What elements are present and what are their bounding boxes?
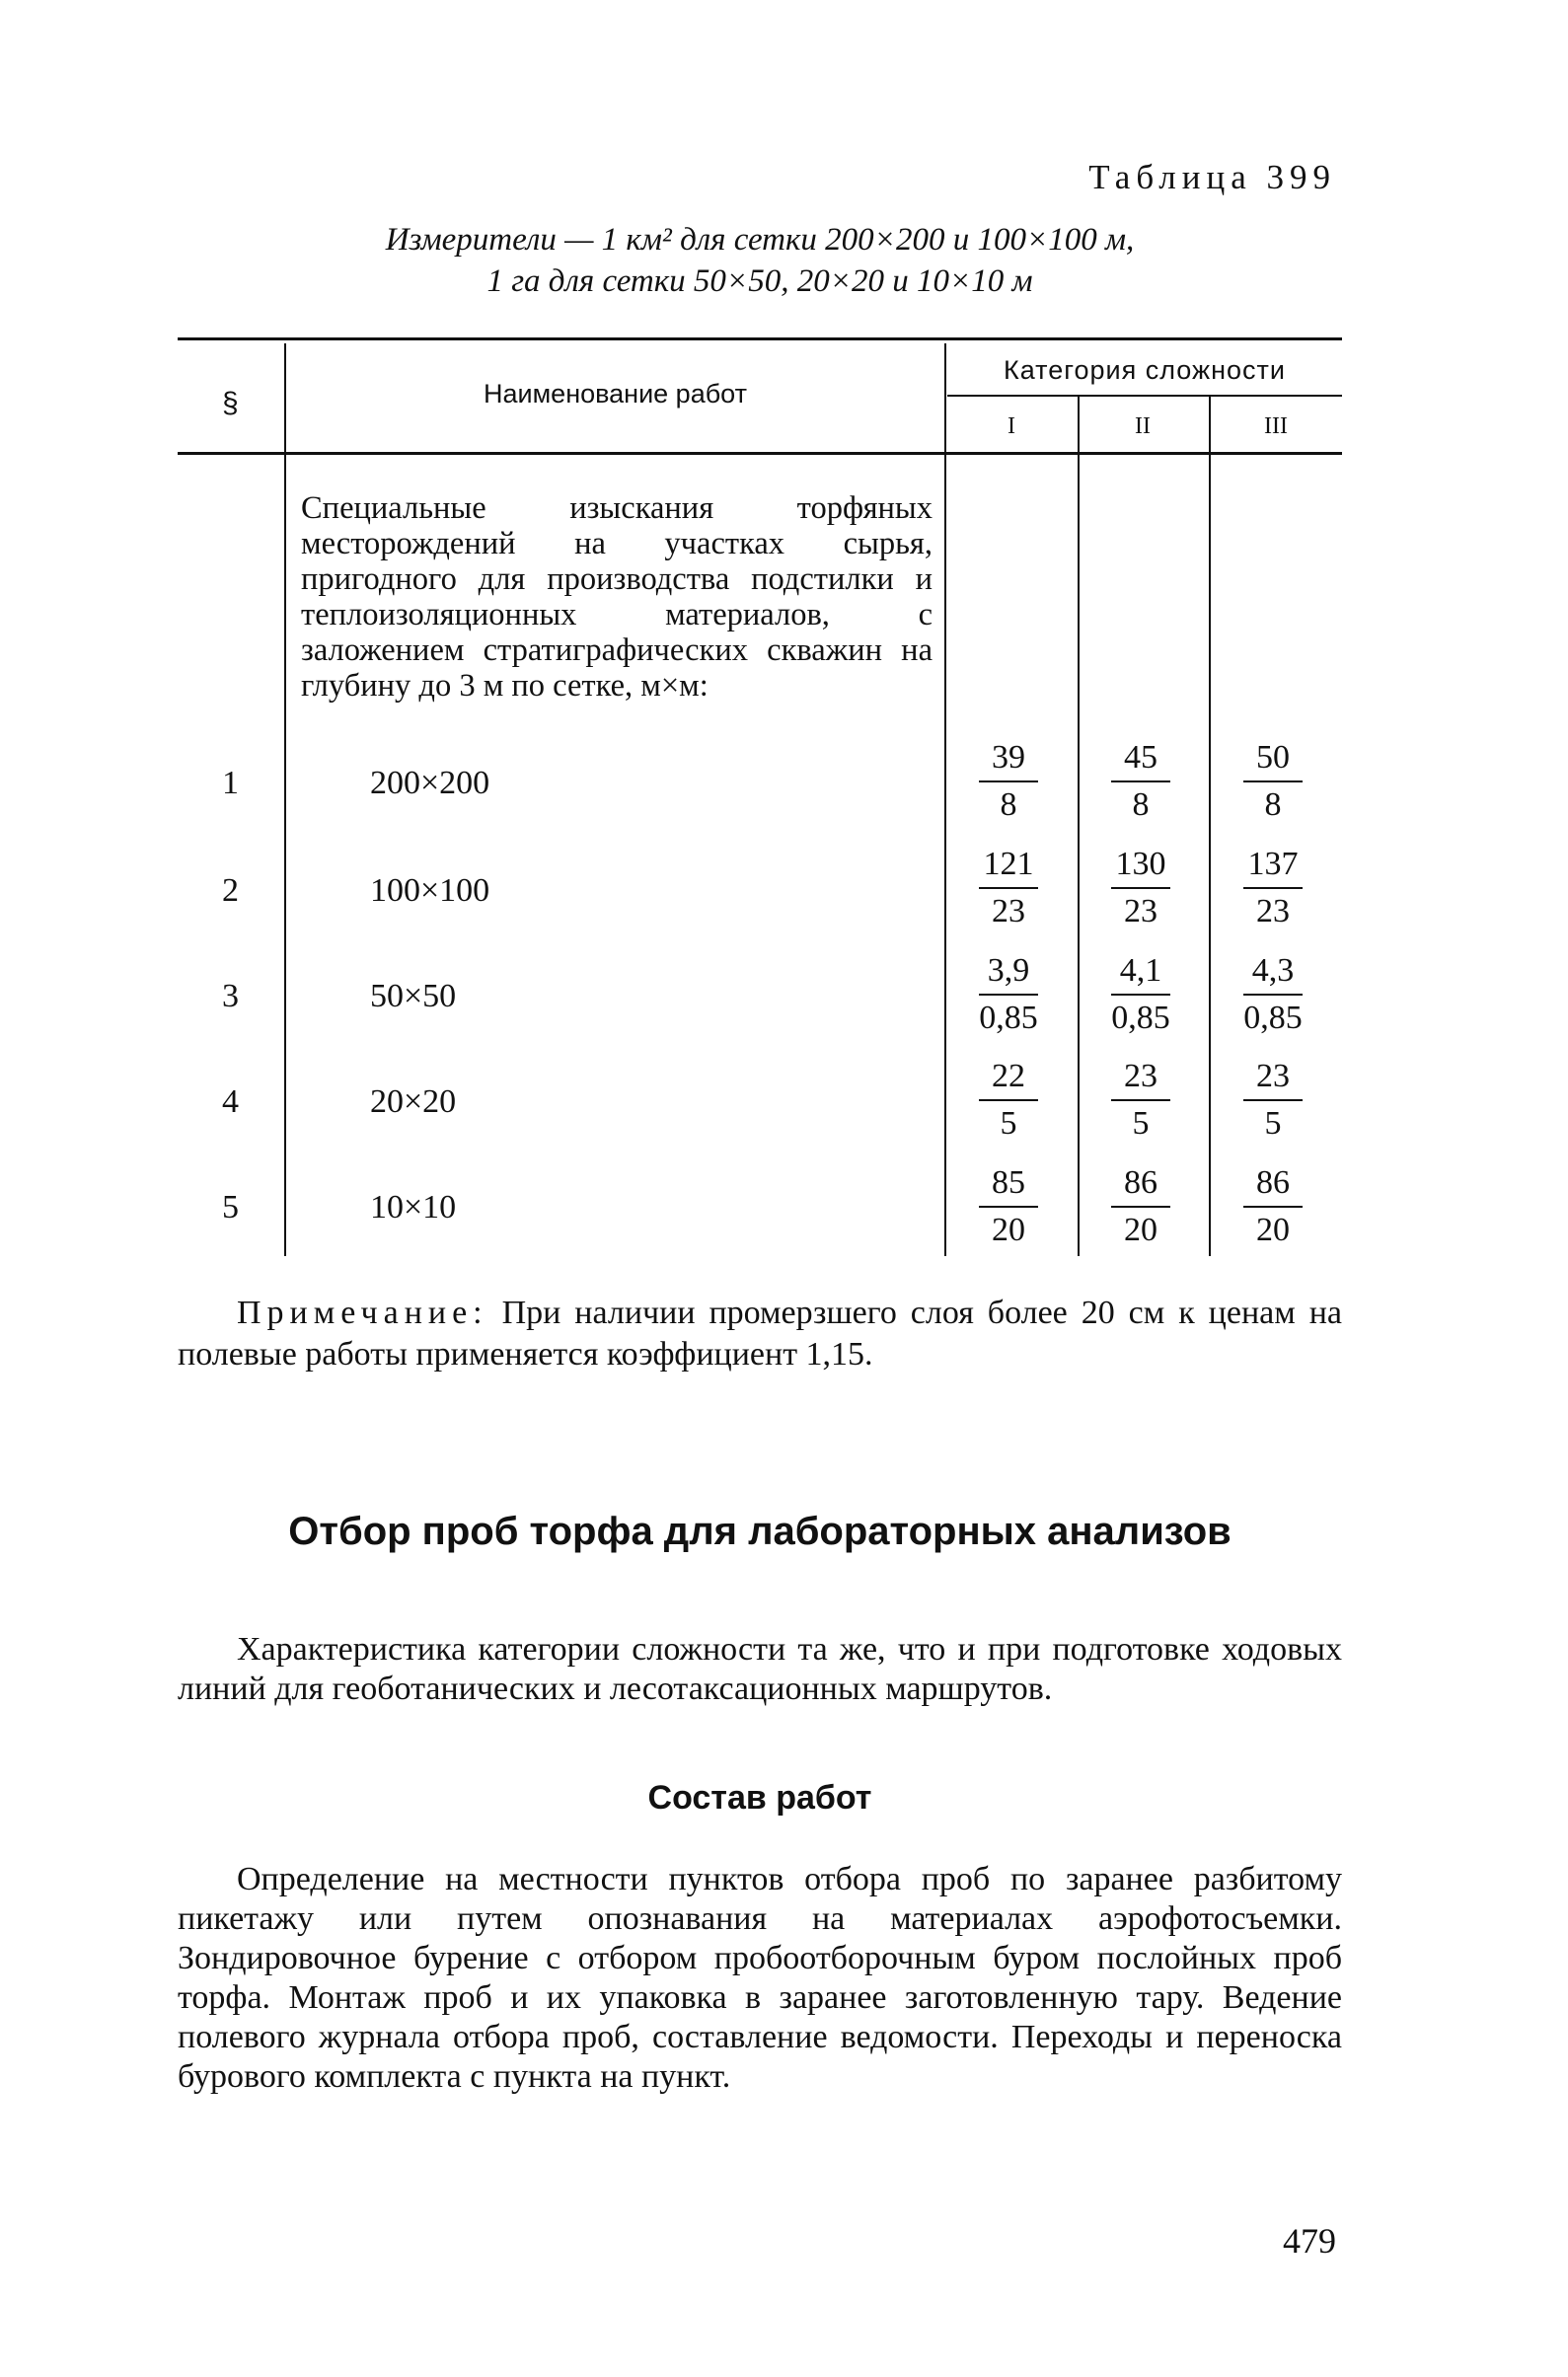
- composition-paragraph: Определение на местности пунктов отбора проб по заранее разбитому пикетажу или путем опознавания на материалах аэрофотосъемки. Зондировочное бурение с отбором пробоотборочным буром послойных проб торфа. Монтаж проб и их упаковка в заранее заготовленную тару. Ведение полевого журнала отбора проб, составление ведомости. Переходы и переноска бурового комплекта с пункта на пункт.: [178, 1861, 1342, 2095]
- col-divider-2: [944, 343, 946, 1256]
- note-label: Примечание:: [237, 1295, 488, 1331]
- row-number: 1: [222, 765, 239, 801]
- value-cat-2: [1082, 1160, 1200, 1253]
- header-category: Категория сложности: [1004, 355, 1286, 385]
- value-top: 45: [1124, 739, 1157, 776]
- value-bottom: 0,85: [1243, 1000, 1303, 1036]
- row-number: 2: [222, 872, 239, 909]
- row-number: 5: [222, 1189, 239, 1226]
- row-grid-size: 50×50: [370, 978, 457, 1014]
- value-bottom: 5: [1132, 1105, 1150, 1142]
- value-top: 3,9: [987, 952, 1030, 989]
- section-title: Отбор проб торфа для лабораторных анализов: [288, 1510, 1232, 1553]
- value-bottom: 23: [1124, 893, 1157, 929]
- value-top: 23: [1124, 1058, 1157, 1094]
- header-cat-1: I: [1008, 413, 1015, 439]
- value-bottom: 23: [1256, 893, 1290, 929]
- value-top: 22: [992, 1058, 1025, 1094]
- value-cat-1: [949, 735, 1068, 828]
- value-cat-3: [1214, 842, 1332, 934]
- value-cat-1: [949, 842, 1068, 934]
- value-cat-1: [949, 1054, 1068, 1147]
- value-bottom: 20: [992, 1212, 1025, 1248]
- value-top: 86: [1124, 1164, 1157, 1201]
- work-description: Специальные изыскания торфяных месторождений на участках сырья, пригодного для производства подстилки и теплоизоляционных материалов, с заложением стратиграфических скважин на глубину до 3 м по сетке, м×м:: [301, 490, 933, 704]
- value-top: 86: [1256, 1164, 1290, 1201]
- value-bottom: 8: [1000, 786, 1017, 823]
- value-bottom: 8: [1264, 786, 1282, 823]
- page-number: 479: [1283, 2221, 1336, 2261]
- value-bottom: 0,85: [1111, 1000, 1170, 1036]
- header-cat-3: III: [1264, 413, 1288, 439]
- value-bottom: 23: [992, 893, 1025, 929]
- value-cat-2: [1082, 948, 1200, 1041]
- value-top: 39: [992, 739, 1025, 776]
- subsection-title: Состав работ: [647, 1779, 872, 1817]
- row-grid-size: 200×200: [370, 765, 490, 801]
- value-cat-3: [1214, 1054, 1332, 1147]
- header-section: §: [222, 387, 239, 419]
- value-bottom: 20: [1124, 1212, 1157, 1248]
- category-sub-rule: [947, 395, 1342, 397]
- value-top: 4,3: [1251, 952, 1295, 989]
- measures-line-1: Измерители — 1 км² для сетки 200×200 и 100×100 м,: [385, 222, 1135, 258]
- value-cat-2: [1082, 842, 1200, 934]
- header-name: Наименование работ: [484, 379, 747, 409]
- measures-line-2: 1 га для сетки 50×50, 20×20 и 10×10 м: [486, 263, 1033, 299]
- row-grid-size: 20×20: [370, 1083, 457, 1120]
- value-bottom: 0,85: [979, 1000, 1038, 1036]
- value-cat-2: [1082, 1054, 1200, 1147]
- value-cat-1: [949, 948, 1068, 1041]
- value-bottom: 5: [1000, 1105, 1017, 1142]
- value-top: 50: [1256, 739, 1290, 776]
- value-cat-3: [1214, 948, 1332, 1041]
- row-grid-size: 100×100: [370, 872, 490, 909]
- table-label: Таблица 399: [1088, 158, 1336, 196]
- value-top: 4,1: [1119, 952, 1162, 989]
- value-top: 23: [1256, 1058, 1290, 1094]
- col-divider-3: [1078, 397, 1080, 1256]
- col-divider-1: [284, 343, 286, 1256]
- row-grid-size: 10×10: [370, 1189, 457, 1226]
- value-bottom: 5: [1264, 1105, 1282, 1142]
- value-top: 137: [1247, 846, 1299, 882]
- note-text: При наличии промерзшего слоя более 20 см к ценам на полевые работы применяется коэффициент 1,15.: [178, 1295, 1342, 1373]
- row-number: 3: [222, 978, 239, 1014]
- row-number: 4: [222, 1083, 239, 1120]
- col-divider-4: [1209, 397, 1211, 1256]
- header-cat-2: II: [1135, 413, 1151, 439]
- characteristic-paragraph: Характеристика категории сложности та же, что и при подготовке ходовых линий для геоботанических и лесотаксационных маршрутов.: [178, 1631, 1342, 1707]
- value-top: 121: [983, 846, 1034, 882]
- value-cat-3: [1214, 1160, 1332, 1253]
- value-cat-3: [1214, 735, 1332, 828]
- table-top-rule: [178, 337, 1342, 340]
- value-bottom: 20: [1256, 1212, 1290, 1248]
- table-measures: [178, 219, 1342, 302]
- value-bottom: 8: [1132, 786, 1150, 823]
- table-note: [178, 1293, 1342, 1375]
- value-top: 130: [1115, 846, 1166, 882]
- value-cat-1: [949, 1160, 1068, 1253]
- value-top: 85: [992, 1164, 1025, 1201]
- value-cat-2: [1082, 735, 1200, 828]
- table-header-rule: [178, 452, 1342, 455]
